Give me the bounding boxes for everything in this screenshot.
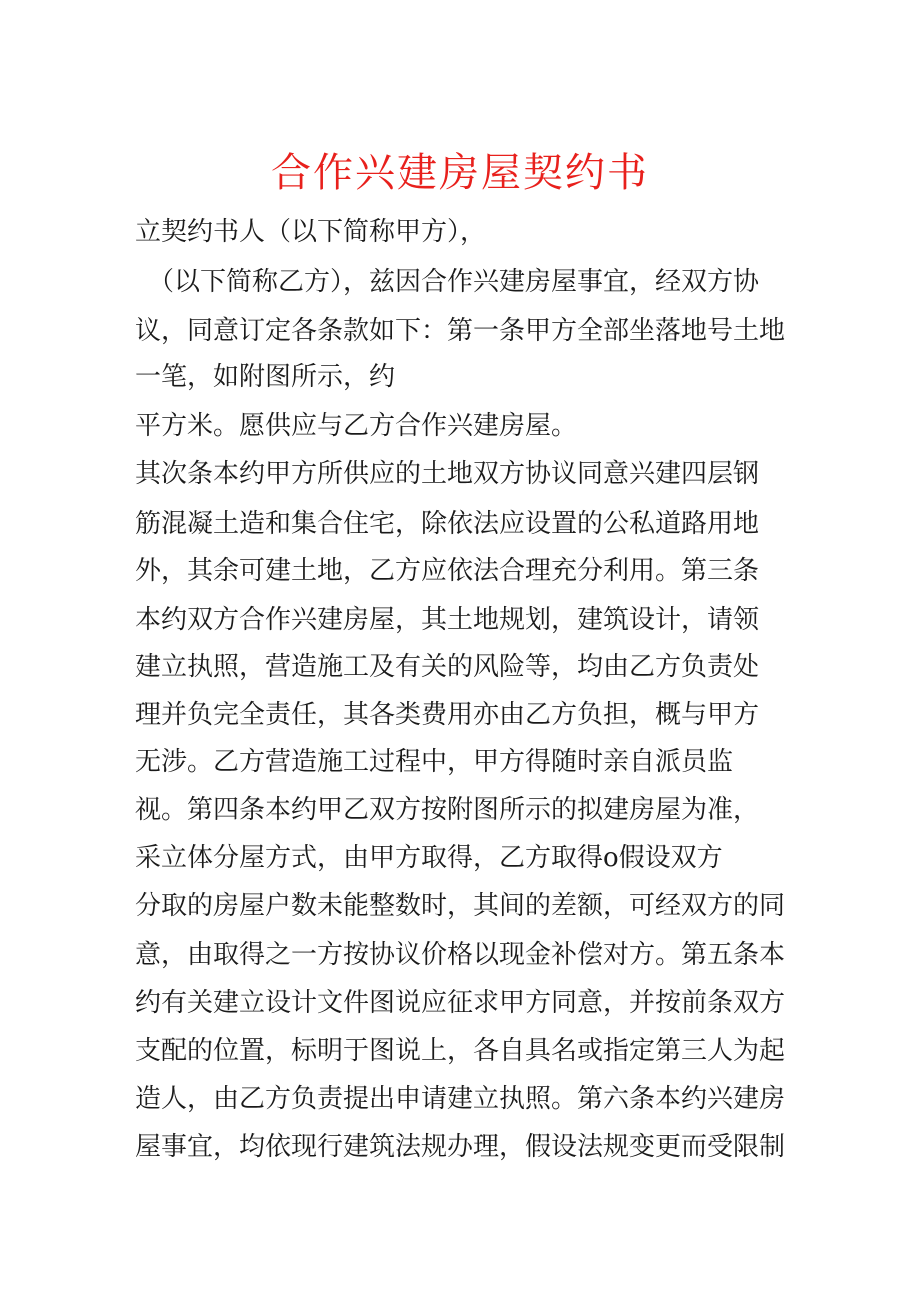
- text-line: 造人，由乙方负责提出申请建立执照。第六条本约兴建房: [135, 1084, 786, 1114]
- text-line: 约有关建立设计文件图说应征求甲方同意，并按前条双方: [135, 988, 786, 1018]
- text-line: 筋混凝土造和集合住宅，除依法应设置的公私道路用地: [135, 509, 760, 539]
- document-title: 合作兴建房屋契约书: [271, 150, 649, 196]
- text-line: 平方米。愿供应与乙方合作兴建房屋。: [135, 411, 578, 441]
- text-line: 理并负完全责任，其各类费用亦由乙方负担，概与甲方: [135, 700, 760, 730]
- text-line: 视。第四条本约甲乙双方按附图所示的拟建房屋为准，: [135, 795, 760, 825]
- text-line: 其次条本约甲方所供应的土地双方协议同意兴建四层钢: [135, 459, 760, 489]
- text-line: 建立执照，营造施工及有关的风险等，均由乙方负责处: [135, 652, 760, 682]
- text-line: 采立体分屋方式，由甲方取得，乙方取得o假设双方: [135, 843, 723, 873]
- text-line: 支配的位置，标明于图说上，各自具名或指定第三人为起: [135, 1036, 786, 1066]
- text-line: （以下简称乙方），兹因合作兴建房屋事宜，经双方协: [148, 267, 760, 297]
- text-line: 无涉。乙方营造施工过程中，甲方得随时亲自派员监: [135, 747, 734, 777]
- text-line: 屋事宜，均依现行建筑法规办理，假设法规变更而受限制: [135, 1132, 786, 1162]
- text-line: 外，其余可建土地，乙方应依法合理充分利用。第三条: [135, 556, 760, 586]
- text-line: 一笔，如附图所示，约: [135, 362, 396, 392]
- text-line: 本约双方合作兴建房屋，其土地规划，建筑设计，请领: [135, 605, 760, 635]
- text-line: 立契约书人（以下简称甲方），: [135, 217, 487, 247]
- text-line: 分取的房屋户数未能整数时，其间的差额，可经双方的同: [135, 891, 786, 921]
- text-line: 议，同意订定各条款如下：第一条甲方全部坐落地号土地: [135, 316, 786, 346]
- text-line: 意，由取得之一方按协议价格以现金补偿对方。第五条本: [135, 940, 786, 970]
